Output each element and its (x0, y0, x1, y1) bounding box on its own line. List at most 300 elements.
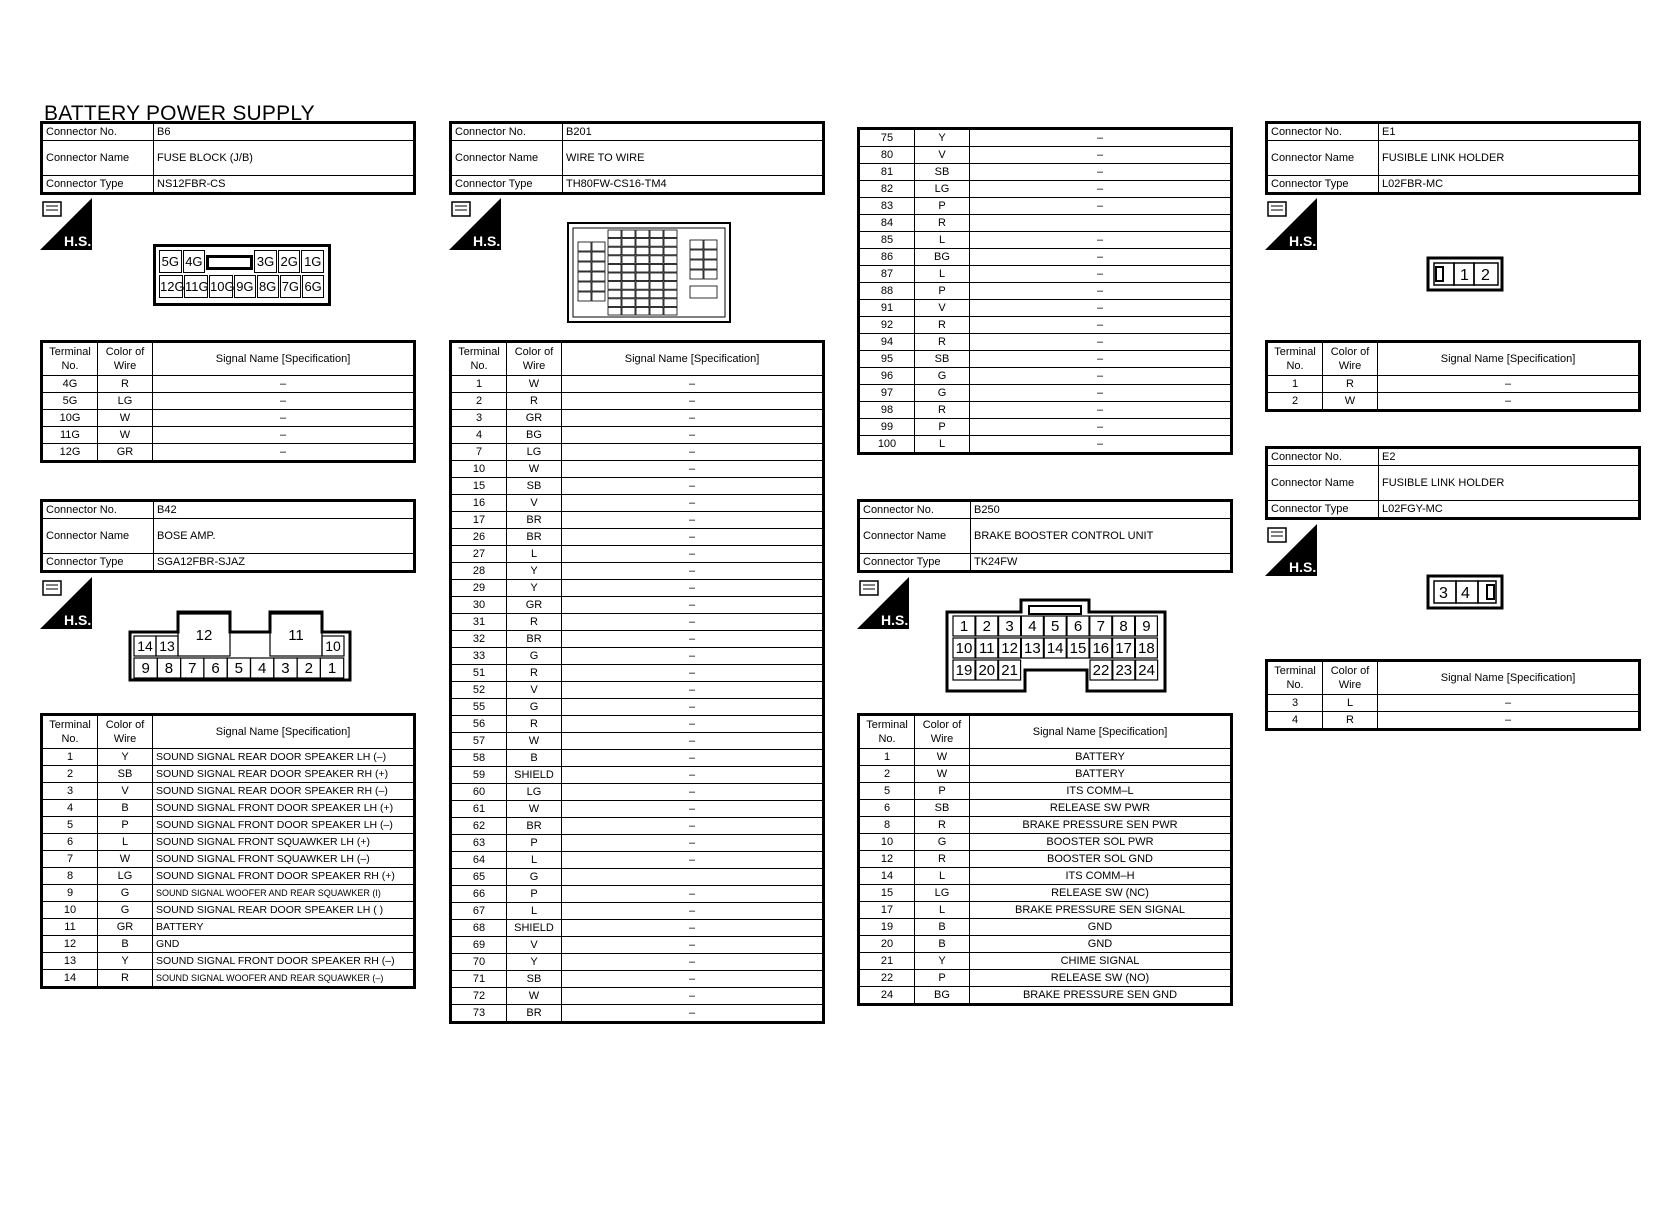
label-connector-type: Connector Type (42, 176, 154, 194)
terminal-cell: 57 (451, 733, 507, 750)
color-cell: P (507, 835, 562, 852)
pin-label: 20 (978, 662, 996, 679)
terminal-cell: 99 (859, 419, 915, 436)
color-cell: SB (915, 800, 970, 817)
pin-label: 5 (234, 660, 244, 677)
label-connector-type: Connector Type (1267, 176, 1379, 194)
table-row (451, 529, 824, 546)
pin-label: 3 (1005, 618, 1014, 635)
color-cell: Y (507, 580, 562, 597)
table-row (42, 970, 415, 988)
color-cell: G (507, 699, 562, 716)
signal-cell: – (970, 181, 1232, 198)
terminal-cell: 12G (42, 444, 98, 462)
terminal-cell: 59 (451, 767, 507, 784)
color-cell: R (915, 402, 970, 419)
col-color: Color of Wire (1323, 661, 1378, 695)
pin-label (206, 255, 253, 270)
terminal-cell: 80 (859, 147, 915, 164)
table-row (859, 834, 1232, 851)
pin-cell (636, 273, 649, 281)
terminal-cell: 85 (859, 232, 915, 249)
terminal-cell: 70 (451, 954, 507, 971)
signal-cell: – (970, 385, 1232, 402)
pin-cell (622, 299, 635, 307)
pin-cell (704, 250, 717, 259)
table-row (451, 954, 824, 971)
color-cell: BR (507, 512, 562, 529)
pin-cell (608, 264, 621, 272)
signal-cell: – (562, 784, 824, 801)
terminal-cell: 7 (451, 444, 507, 461)
connector-no: E1 (1379, 123, 1640, 141)
color-cell: W (1323, 393, 1378, 411)
terminal-cell: 4 (1267, 712, 1323, 730)
color-cell: SB (915, 164, 970, 181)
color-cell: G (98, 885, 153, 902)
pin-label: 12 (195, 627, 213, 644)
harness-side-icon (1265, 524, 1317, 576)
signal-cell: SOUND SIGNAL REAR DOOR SPEAKER LH ( ) (153, 902, 415, 919)
connector-type: L02FGY-MC (1379, 501, 1640, 519)
connector-face-b42 (128, 610, 352, 682)
connector-type: TH80FW-CS16-TM4 (563, 176, 824, 194)
pin-cell (636, 256, 649, 264)
signal-cell: – (970, 368, 1232, 385)
signal-cell: – (970, 317, 1232, 334)
table-row (859, 215, 1232, 232)
pin-cell (608, 273, 621, 281)
signal-cell: – (562, 750, 824, 767)
pin-cell (664, 282, 677, 290)
signal-cell: – (562, 478, 824, 495)
color-cell: R (1323, 376, 1378, 393)
table-row (451, 682, 824, 699)
connector-header-b201 (449, 121, 825, 195)
pin-cell (650, 282, 663, 290)
connector-no: B6 (154, 123, 415, 141)
signal-cell: – (562, 546, 824, 563)
pin-label: 23 (1115, 662, 1133, 679)
table-row (859, 249, 1232, 266)
color-cell: LG (507, 444, 562, 461)
label-connector-name: Connector Name (859, 519, 971, 554)
signal-cell: – (970, 300, 1232, 317)
terminal-cell: 14 (859, 868, 915, 885)
terminal-cell: 9 (42, 885, 98, 902)
color-cell: P (915, 419, 970, 436)
harness-side-icon (857, 577, 909, 629)
connector-name: BOSE AMP. (154, 519, 415, 554)
pin-cell (704, 270, 717, 279)
table-row (42, 444, 415, 462)
table-row (451, 495, 824, 512)
connector-no: B250 (971, 501, 1232, 519)
color-cell: LG (507, 784, 562, 801)
terminal-cell: 5G (42, 393, 98, 410)
table-row (451, 937, 824, 954)
color-cell: Y (915, 953, 970, 970)
signal-cell: – (562, 529, 824, 546)
table-row (859, 232, 1232, 249)
pin-cell (622, 239, 635, 247)
table-row (451, 631, 824, 648)
pin-label: 13 (159, 638, 175, 654)
table-row (451, 869, 824, 886)
pin-label: 12G (159, 275, 183, 298)
pin-label: 2 (304, 660, 313, 677)
terminal-cell: 67 (451, 903, 507, 920)
terminal-cell: 66 (451, 886, 507, 903)
signal-cell: SOUND SIGNAL REAR DOOR SPEAKER RH (–) (153, 783, 415, 800)
signal-cell: SOUND SIGNAL FRONT SQUAWKER LH (+) (153, 834, 415, 851)
signal-cell: – (562, 631, 824, 648)
pin-cell (592, 272, 605, 281)
table-row (42, 427, 415, 444)
connector-face-b250 (945, 598, 1167, 693)
pin-label: 13 (1024, 640, 1041, 657)
table-row (451, 1005, 824, 1023)
color-cell: B (98, 936, 153, 953)
pin-cell (664, 247, 677, 255)
pin-cell (650, 230, 663, 238)
connector-type: TK24FW (971, 554, 1232, 572)
signal-cell: SOUND SIGNAL FRONT DOOR SPEAKER LH (+) (153, 800, 415, 817)
terminal-cell: 17 (451, 512, 507, 529)
pin-cell (690, 260, 703, 269)
connector-no: E2 (1379, 448, 1640, 466)
terminal-cell: 51 (451, 665, 507, 682)
terminal-cell: 19 (859, 919, 915, 936)
signal-cell: RELEASE SW (NC) (970, 885, 1232, 902)
hs-label: H.S. (881, 612, 909, 628)
table-row (451, 410, 824, 427)
signal-cell: – (562, 444, 824, 461)
pin-label: 2G (278, 250, 301, 273)
pin-cell (622, 256, 635, 264)
signal-cell: – (562, 767, 824, 784)
table-row (451, 427, 824, 444)
connector-face-b201 (566, 220, 732, 324)
connector-header-e1 (1265, 121, 1641, 195)
color-cell: SHIELD (507, 767, 562, 784)
label-connector-type: Connector Type (859, 554, 971, 572)
hs-label: H.S. (473, 233, 501, 249)
pin-label: 4 (257, 660, 267, 677)
terminal-cell: 2 (451, 393, 507, 410)
terminal-cell: 12 (42, 936, 98, 953)
pin-cell (578, 252, 591, 261)
pin-label: 5 (1051, 618, 1060, 635)
terminal-cell: 81 (859, 164, 915, 181)
terminal-table-b201 (449, 340, 825, 1024)
connector-face-e2 (1426, 574, 1504, 610)
signal-cell: – (562, 580, 824, 597)
terminal-table-b250 (857, 713, 1233, 1006)
color-cell: SHIELD (507, 920, 562, 937)
pin-cell (608, 230, 621, 238)
pin-label: 3 (281, 660, 290, 677)
table-row (859, 198, 1232, 215)
signal-cell: – (1378, 376, 1640, 393)
color-cell: B (915, 936, 970, 953)
signal-cell: – (562, 512, 824, 529)
signal-cell: – (153, 376, 415, 393)
terminal-cell: 29 (451, 580, 507, 597)
color-cell: P (915, 970, 970, 987)
terminal-cell: 4G (42, 376, 98, 393)
table-row (451, 376, 824, 393)
terminal-cell: 62 (451, 818, 507, 835)
signal-cell: – (562, 954, 824, 971)
signal-cell: – (1378, 712, 1640, 730)
pin-cell (622, 247, 635, 255)
connector-type: SGA12FBR-SJAZ (154, 554, 415, 572)
pin-label: 11 (979, 640, 995, 657)
pin-label: 4 (1028, 618, 1037, 635)
pin-label: 14 (1046, 640, 1064, 657)
color-cell: L (915, 232, 970, 249)
terminal-cell: 5 (42, 817, 98, 834)
pin-cell (664, 256, 677, 264)
table-row (859, 936, 1232, 953)
pin-cell (636, 282, 649, 290)
hs-label: H.S. (64, 612, 92, 628)
table-row (42, 817, 415, 834)
color-cell: R (507, 393, 562, 410)
connector-name: WIRE TO WIRE (563, 141, 824, 176)
signal-cell: – (562, 614, 824, 631)
terminal-cell: 3 (451, 410, 507, 427)
pin-label: 6 (211, 660, 220, 677)
label-connector-no: Connector No. (859, 501, 971, 519)
pin-cell (622, 230, 635, 238)
color-cell: Y (507, 954, 562, 971)
signal-cell: BRAKE PRESSURE SEN GND (970, 987, 1232, 1005)
pin-cell (622, 307, 635, 315)
pin-label: 1 (959, 618, 969, 635)
col-color: Color of Wire (507, 342, 562, 376)
terminal-cell: 15 (859, 885, 915, 902)
color-cell: R (507, 665, 562, 682)
color-cell: L (98, 834, 153, 851)
signal-cell: – (562, 1005, 824, 1023)
pin-cell (704, 240, 717, 249)
color-cell: G (915, 368, 970, 385)
pin-cell (650, 239, 663, 247)
table-row (42, 902, 415, 919)
table-row (451, 886, 824, 903)
table-row (451, 784, 824, 801)
color-cell: B (915, 919, 970, 936)
signal-cell: ITS COMM–L (970, 783, 1232, 800)
terminal-cell: 56 (451, 716, 507, 733)
signal-cell: SOUND SIGNAL WOOFER AND REAR SQUAWKER (I) (153, 885, 415, 902)
table-row (42, 393, 415, 410)
terminal-cell: 15 (451, 478, 507, 495)
col-terminal-no: Terminal No. (42, 342, 98, 376)
signal-cell: – (970, 436, 1232, 454)
signal-cell: – (562, 988, 824, 1005)
pin-label: 7 (188, 660, 197, 677)
terminal-cell: 27 (451, 546, 507, 563)
color-cell: BR (507, 818, 562, 835)
table-row (859, 970, 1232, 987)
pin-cell (664, 290, 677, 298)
pin-label: 21 (1001, 662, 1018, 679)
pin-cell (650, 247, 663, 255)
terminal-cell: 10 (451, 461, 507, 478)
table-row (451, 716, 824, 733)
pin-cell (622, 282, 635, 290)
color-cell: V (507, 682, 562, 699)
pin-cell (664, 273, 677, 281)
pin-cell (578, 292, 591, 301)
terminal-cell: 4 (451, 427, 507, 444)
signal-cell: GND (970, 919, 1232, 936)
signal-cell: – (562, 682, 824, 699)
signal-cell: GND (153, 936, 415, 953)
pin-label: 17 (1115, 640, 1132, 657)
pin-cell (690, 240, 703, 249)
color-cell: G (98, 902, 153, 919)
signal-cell: BOOSTER SOL GND (970, 851, 1232, 868)
connector-header-b250 (857, 499, 1233, 573)
color-cell: LG (915, 885, 970, 902)
signal-cell: – (970, 198, 1232, 215)
color-cell: LG (98, 393, 153, 410)
color-cell: BG (915, 987, 970, 1005)
color-cell: R (915, 334, 970, 351)
table-row (451, 648, 824, 665)
color-cell: P (98, 817, 153, 834)
color-cell: W (915, 749, 970, 766)
hs-label: H.S. (1289, 233, 1317, 249)
pin-cell (592, 282, 605, 291)
signal-cell: BATTERY (970, 749, 1232, 766)
color-cell: Y (507, 563, 562, 580)
signal-cell: – (562, 393, 824, 410)
signal-cell: – (153, 410, 415, 427)
signal-cell: – (970, 419, 1232, 436)
label-connector-name: Connector Name (42, 141, 154, 176)
color-cell: W (98, 427, 153, 444)
pin-cell (636, 239, 649, 247)
terminal-cell: 5 (859, 783, 915, 800)
table-row (859, 181, 1232, 198)
table-row (859, 987, 1232, 1005)
color-cell: R (915, 317, 970, 334)
terminal-cell: 69 (451, 937, 507, 954)
pin-cell (650, 299, 663, 307)
color-cell: L (915, 902, 970, 919)
signal-cell: – (562, 835, 824, 852)
color-cell: W (507, 801, 562, 818)
pin-cell (650, 264, 663, 272)
table-row (451, 597, 824, 614)
color-cell: GR (507, 410, 562, 427)
pin-label: 12 (1001, 640, 1018, 657)
table-row (451, 699, 824, 716)
pin-label: 10 (325, 638, 341, 654)
table-row (451, 512, 824, 529)
color-cell: R (1323, 712, 1378, 730)
pin-cell (664, 230, 677, 238)
table-row (859, 164, 1232, 181)
pin-cell (650, 256, 663, 264)
connector-name: BRAKE BOOSTER CONTROL UNIT (971, 519, 1232, 554)
col-terminal-no: Terminal No. (1267, 342, 1323, 376)
color-cell: P (915, 283, 970, 300)
label-connector-name: Connector Name (42, 519, 154, 554)
label-connector-name: Connector Name (451, 141, 563, 176)
col-terminal-no: Terminal No. (859, 715, 915, 749)
pin-label: 11G (184, 275, 208, 298)
pin-cell (690, 270, 703, 279)
col-color: Color of Wire (1323, 342, 1378, 376)
harness-side-icon (40, 198, 92, 250)
signal-cell: – (562, 495, 824, 512)
label-connector-name: Connector Name (1267, 466, 1379, 501)
pin-label: 9G (234, 275, 256, 298)
col-terminal-no: Terminal No. (1267, 661, 1323, 695)
color-cell: V (507, 495, 562, 512)
color-cell: L (507, 546, 562, 563)
table-row (859, 317, 1232, 334)
color-cell: W (507, 988, 562, 1005)
color-cell: W (507, 733, 562, 750)
signal-cell: – (562, 461, 824, 478)
color-cell: G (915, 385, 970, 402)
color-cell: L (915, 436, 970, 454)
color-cell: W (915, 766, 970, 783)
connector-header-b6 (40, 121, 416, 195)
signal-cell: – (562, 376, 824, 393)
pin-label: 2 (982, 618, 991, 635)
terminal-cell: 28 (451, 563, 507, 580)
table-row (859, 300, 1232, 317)
col-color: Color of Wire (98, 342, 153, 376)
pin-cell (578, 262, 591, 271)
terminal-table-b201-cont (857, 127, 1233, 455)
pin-label: 7G (280, 275, 302, 298)
table-row (451, 733, 824, 750)
pin-label: 5G (159, 250, 182, 273)
color-cell: SB (507, 971, 562, 988)
table-row (859, 419, 1232, 436)
table-row (859, 283, 1232, 300)
terminal-cell: 10 (859, 834, 915, 851)
terminal-cell: 96 (859, 368, 915, 385)
color-cell: G (507, 869, 562, 886)
signal-cell: – (970, 147, 1232, 164)
color-cell: SB (915, 351, 970, 368)
terminal-cell: 4 (42, 800, 98, 817)
col-color: Color of Wire (98, 715, 153, 749)
terminal-cell: 1 (451, 376, 507, 393)
pin-cell (622, 264, 635, 272)
label-connector-no: Connector No. (1267, 123, 1379, 141)
pin-label: 4 (1461, 585, 1470, 602)
page-title: BATTERY POWER SUPPLY (44, 102, 315, 125)
harness-side-icon (449, 198, 501, 250)
color-cell: G (915, 834, 970, 851)
color-cell: W (98, 410, 153, 427)
table-row (859, 351, 1232, 368)
table-row (859, 749, 1232, 766)
pin-cell (578, 242, 591, 251)
terminal-cell: 63 (451, 835, 507, 852)
